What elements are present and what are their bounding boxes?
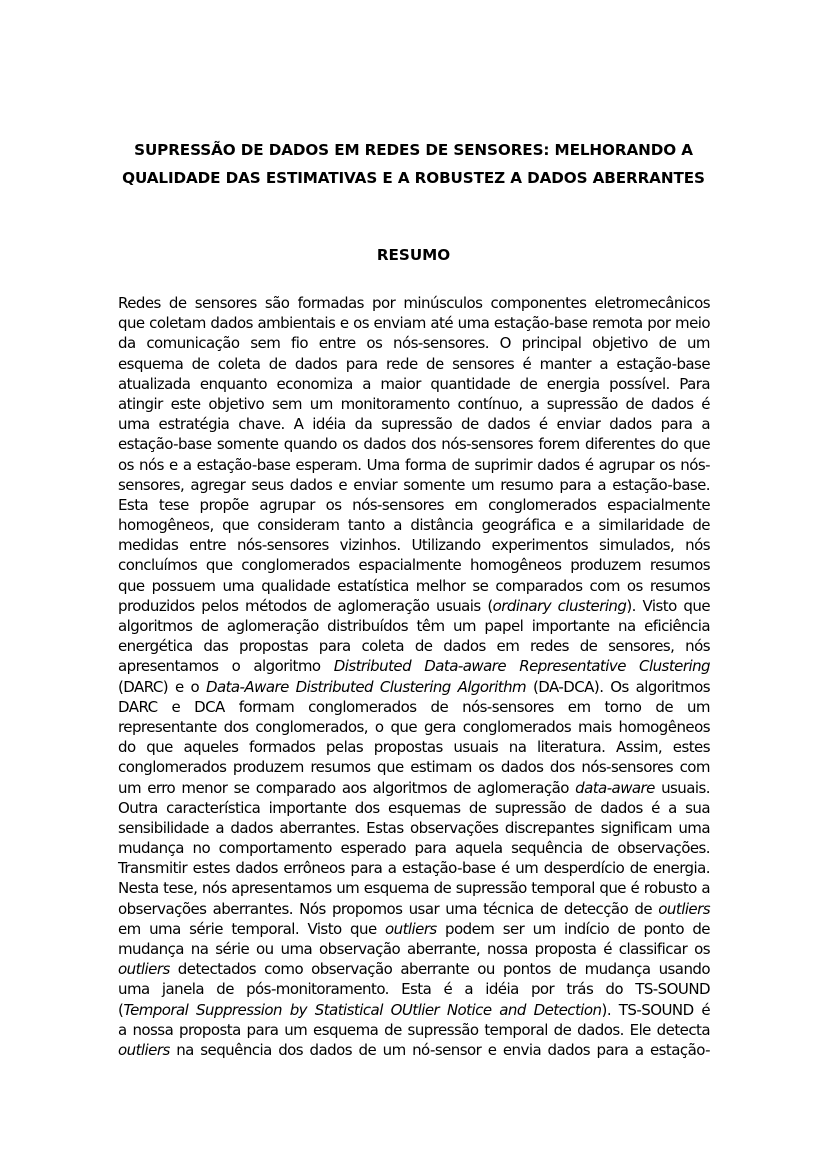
abstract-line bbox=[118, 939, 710, 959]
text-run: concluímos que conglomerados espacialmente homogêneos produzem resumos bbox=[118, 556, 710, 575]
text-run: atualizada enquanto economiza a maior quantidade de energia possível. Para bbox=[118, 374, 710, 393]
abstract-line bbox=[118, 555, 710, 575]
text-run: a nossa proposta para um esquema de supressão temporal de dados. Ele detecta bbox=[118, 1020, 710, 1039]
text-run: detectados como observação aberrante ou pontos de mudança usando bbox=[169, 960, 710, 979]
text-run: do que aqueles formados pelas propostas usuais na literatura. Assim, estes bbox=[118, 738, 710, 757]
abstract-line bbox=[118, 798, 710, 818]
abstract-line bbox=[118, 455, 710, 475]
abstract-line bbox=[118, 313, 710, 333]
abstract-line bbox=[118, 596, 710, 616]
text-run: atingir este objetivo sem um monitoramento contínuo, a supressão de dados é bbox=[118, 394, 710, 413]
text-run: algoritmos de aglomeração distribuídos têm um papel importante na eficiência bbox=[118, 617, 710, 635]
abstract-line bbox=[118, 293, 710, 313]
abstract-line bbox=[118, 394, 710, 414]
text-run: produzidos pelos métodos de aglomeração usuais ( bbox=[118, 596, 493, 615]
abstract-line bbox=[118, 374, 710, 394]
italic-term: outliers bbox=[384, 919, 437, 938]
text-run: Nesta tese, nós apresentamos um esquema de supressão temporal que é robusto a bbox=[118, 879, 710, 898]
italic-term: data-aware bbox=[575, 778, 655, 797]
abstract-line bbox=[118, 858, 710, 878]
abstract-line bbox=[118, 757, 710, 777]
italic-term: ordinary clustering bbox=[492, 596, 627, 615]
text-run: que coletam dados ambientais e os enviam até uma estação-base remota por meio bbox=[118, 314, 710, 333]
abstract-line bbox=[118, 656, 710, 676]
abstract-line bbox=[118, 535, 710, 555]
text-run: ). TS-SOUND é bbox=[601, 1000, 711, 1019]
abstract-line bbox=[118, 778, 710, 798]
italic-term: outliers bbox=[658, 899, 710, 918]
text-run: podem ser um indício de ponto de bbox=[436, 919, 710, 938]
text-run: observações aberrantes. Nós propomos usar uma técnica de detecção de bbox=[118, 899, 659, 918]
text-run: estação-base somente quando os dados dos nós-sensores forem diferentes do que bbox=[118, 435, 710, 454]
text-run: mudança na série ou uma observação aberrante, nossa proposta é classificar os bbox=[118, 940, 710, 958]
text-run: homogêneos, que consideram tanto a distância geográfica e a similaridade de bbox=[118, 516, 710, 535]
text-run: Outra característica importante dos esquemas de supressão de dados é a sua bbox=[118, 798, 710, 817]
text-run: um erro menor se comparado aos algoritmos de aglomeração bbox=[118, 778, 576, 797]
abstract-line bbox=[118, 878, 710, 898]
abstract-line bbox=[118, 354, 710, 374]
title-line-1: SUPRESSÃO DE DADOS EM REDES DE SENSORES: MELHORANDO A bbox=[134, 141, 693, 159]
text-run: usuais. bbox=[654, 778, 711, 797]
italic-term: Distributed Data-aware Representative Clustering bbox=[333, 657, 710, 676]
text-run: na sequência dos dados de um nó-sensor e envia dados para a estação- bbox=[169, 1040, 710, 1059]
text-run: sensibilidade a dados aberrantes. Estas observações discrepantes significam uma bbox=[118, 818, 710, 837]
abstract-line bbox=[118, 818, 710, 838]
text-run: os nós e a estação-base esperam. Uma forma de suprimir dados é agrupar os nós- bbox=[118, 455, 710, 474]
abstract-line bbox=[118, 677, 710, 697]
italic-term: Data-Aware Distributed Clustering Algorithm bbox=[205, 677, 527, 696]
abstract-line bbox=[118, 515, 710, 535]
abstract-line bbox=[118, 899, 710, 919]
abstract-line bbox=[118, 616, 710, 636]
abstract-line bbox=[118, 737, 710, 757]
abstract-line bbox=[118, 1040, 710, 1060]
abstract-body bbox=[118, 293, 710, 1060]
text-run: apresentamos o algoritmo bbox=[118, 657, 334, 676]
abstract-line bbox=[118, 697, 710, 717]
abstract-line bbox=[118, 919, 710, 939]
abstract-line bbox=[118, 333, 710, 353]
italic-term: outliers bbox=[118, 960, 170, 979]
text-run: energética das propostas para coleta de dados em redes de sensores, nós bbox=[118, 637, 710, 656]
section-heading: RESUMO bbox=[376, 246, 451, 264]
abstract-line bbox=[118, 414, 710, 434]
abstract-line bbox=[118, 959, 710, 979]
text-run: ). Visto que bbox=[626, 596, 710, 615]
text-run: Esta tese propõe agrupar os nós-sensores em conglomerados espacialmente bbox=[118, 495, 710, 514]
text-run: medidas entre nós-sensores vizinhos. Utilizando experimentos simulados, nós bbox=[118, 536, 710, 555]
abstract-line bbox=[118, 717, 710, 737]
abstract-line bbox=[118, 434, 710, 454]
italic-term: Temporal Suppression by Statistical OUtlier Notice and Detection bbox=[123, 1000, 602, 1019]
text-run: (DA-DCA). Os algoritmos bbox=[526, 677, 710, 696]
text-run: sensores, agregar seus dados e enviar somente um resumo para a estação-base. bbox=[118, 475, 710, 494]
text-run: representante dos conglomerados, o que gera conglomerados mais homogêneos bbox=[118, 717, 710, 736]
text-run: uma janela de pós-monitoramento. Esta é a idéia por trás do TS-SOUND bbox=[118, 980, 710, 999]
italic-term: outliers bbox=[118, 1040, 170, 1059]
text-run: esquema de coleta de dados para rede de sensores é manter a estação-base bbox=[118, 354, 710, 373]
text-run: (DARC) e o bbox=[118, 677, 206, 696]
text-run: que possuem uma qualidade estatística melhor se comparados com os resumos bbox=[118, 576, 710, 595]
abstract-line bbox=[118, 1000, 710, 1020]
abstract-line bbox=[118, 495, 710, 515]
document-title bbox=[100, 136, 727, 192]
abstract-line bbox=[118, 838, 710, 858]
abstract-line bbox=[118, 475, 710, 495]
abstract-line bbox=[118, 636, 710, 656]
text-run: em uma série temporal. Visto que bbox=[118, 919, 385, 938]
title-line-2: QUALIDADE DAS ESTIMATIVAS E A ROBUSTEZ A DADOS ABERRANTES bbox=[122, 169, 705, 187]
text-run: conglomerados produzem resumos que estimam os dados dos nós-sensores com bbox=[118, 758, 710, 777]
text-run: DARC e DCA formam conglomerados de nós-sensores em torno de um bbox=[118, 697, 710, 716]
text-run: Redes de sensores são formadas por minúsculos componentes eletromecânicos bbox=[118, 294, 710, 312]
abstract-line bbox=[118, 576, 710, 596]
text-run: mudança no comportamento esperado para aquela sequência de observações. bbox=[118, 839, 710, 858]
text-run: uma estratégia chave. A idéia da supressão de dados é enviar dados para a bbox=[118, 415, 710, 434]
text-run: ( bbox=[118, 1000, 124, 1019]
abstract-line bbox=[118, 979, 710, 999]
text-run: Transmitir estes dados errôneos para a estação-base é um desperdício de energia. bbox=[118, 859, 710, 878]
text-run: da comunicação sem fio entre os nós-sensores. O principal objetivo de um bbox=[118, 334, 710, 353]
abstract-line bbox=[118, 1020, 710, 1040]
